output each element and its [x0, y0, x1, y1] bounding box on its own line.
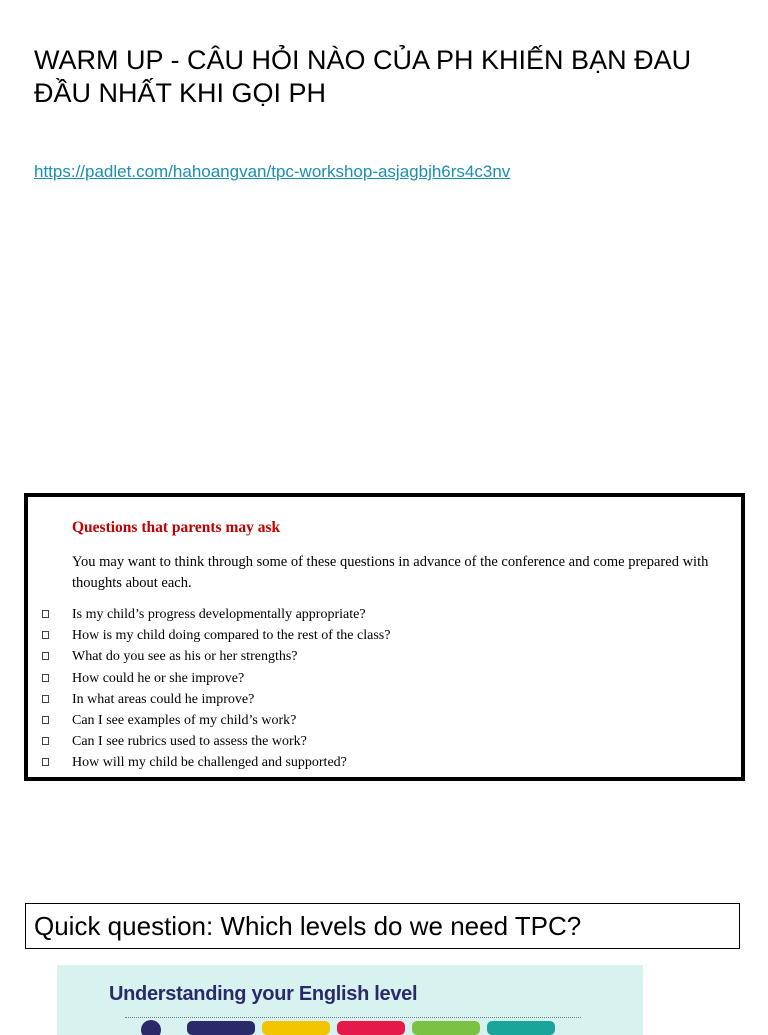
question-text: How will my child be challenged and supported? — [72, 755, 347, 771]
level-circle-icon — [141, 1020, 161, 1035]
questions-list — [42, 604, 722, 774]
english-level-card — [57, 965, 643, 1035]
level-pill-a — [187, 1021, 255, 1035]
slide-title: WARM UP - CÂU HỎI NÀO CỦA PH KHIẾN BẠN ĐAU ĐẦU NHẤT KHI GỌI PH — [34, 45, 692, 108]
questions-intro: You may want to think through some of these questions in advance of the conference and come prepared with thoughts about each. — [72, 554, 709, 591]
question-text: Can I see rubrics used to assess the work? — [72, 734, 307, 750]
list-item — [42, 710, 722, 731]
question-text: How could he or she improve? — [72, 670, 245, 686]
list-item — [42, 646, 722, 667]
question-text: What do you see as his or her strengths? — [72, 649, 298, 665]
level-pill-c — [337, 1021, 405, 1035]
list-item — [42, 731, 722, 752]
question-text: Can I see examples of my child’s work? — [72, 712, 297, 728]
level-pill-d — [412, 1021, 480, 1035]
quick-question-box: Quick question: Which levels do we need TPC? — [25, 903, 740, 949]
list-item — [42, 625, 722, 646]
question-text: In what areas could he improve? — [72, 691, 255, 707]
questions-box — [24, 493, 745, 781]
list-item — [42, 752, 722, 773]
checkbox-bullet-icon — [42, 716, 49, 724]
list-item — [42, 668, 722, 689]
level-card-title: Understanding your English level — [109, 983, 418, 1005]
checkbox-bullet-icon — [42, 652, 49, 660]
question-text: How is my child doing compared to the rest of the class? — [72, 628, 391, 644]
checkbox-bullet-icon — [42, 674, 49, 682]
questions-title: Questions that parents may ask — [72, 519, 281, 536]
dotted-divider — [125, 1017, 581, 1018]
list-item — [42, 689, 722, 710]
question-text: Is my child’s progress developmentally appropriate? — [72, 607, 366, 622]
level-pill-e — [487, 1021, 555, 1035]
checkbox-bullet-icon — [42, 631, 49, 639]
checkbox-bullet-icon — [42, 610, 49, 618]
checkbox-bullet-icon — [42, 758, 49, 766]
checkbox-bullet-icon — [42, 695, 49, 703]
list-item — [42, 604, 722, 625]
padlet-link[interactable]: https://padlet.com/hahoangvan/tpc-workshop-asjagbjh6rs4c3nv — [34, 162, 511, 181]
level-pill-b — [262, 1021, 330, 1035]
checkbox-bullet-icon — [42, 737, 49, 745]
